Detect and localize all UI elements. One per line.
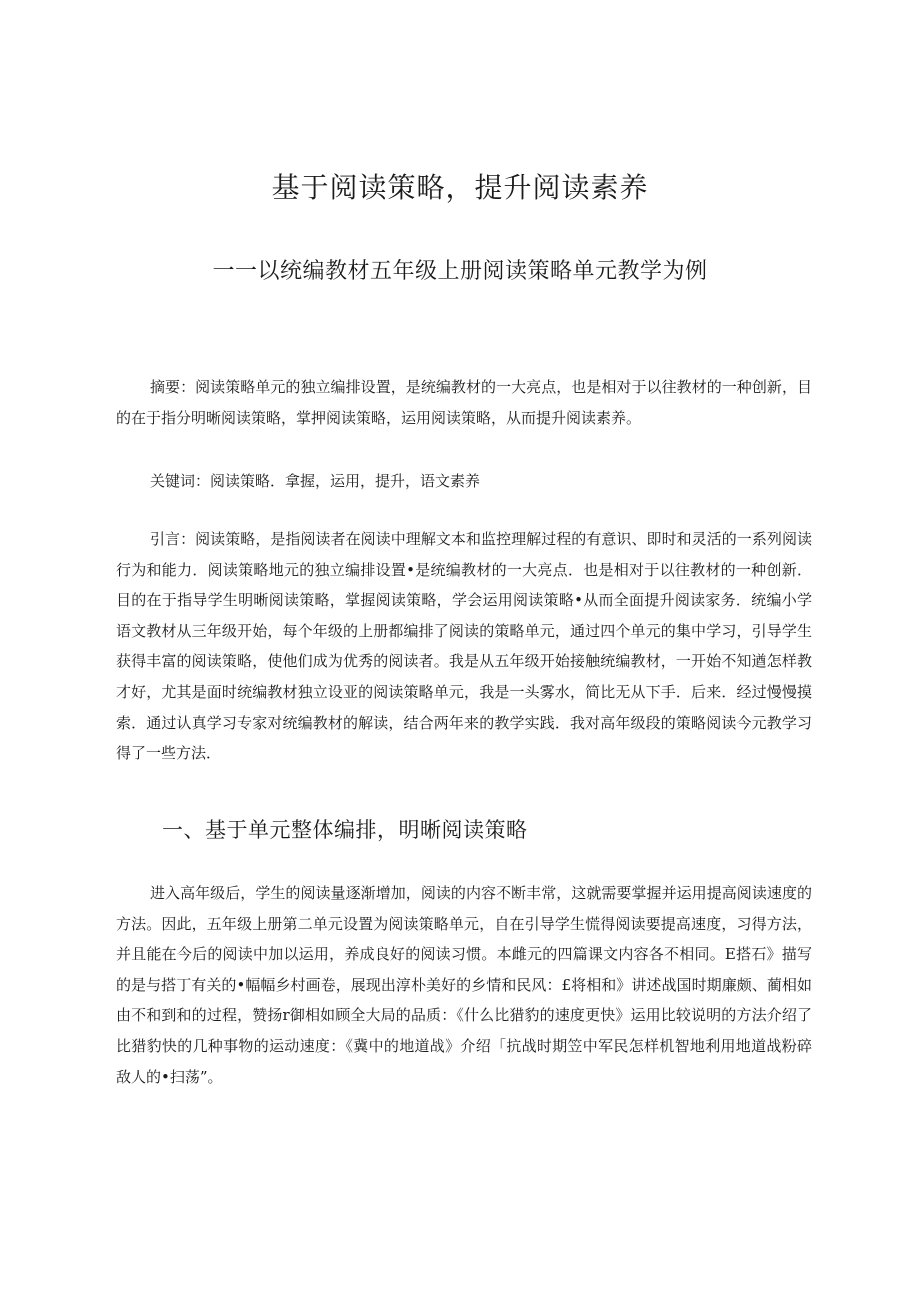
abstract-paragraph: 摘要：阅读策略单元的独立编排设置，是统编教材的一大亮点，也是相对于以往教材的一种创新，目的在于指分明晰阅读策略，掌押阅读策略，运用阅读策略，从而提升阅读素养。 — [116, 378, 812, 427]
document-subtitle: 一一以统编教材五年级上册阅读策略单元教学为例 — [212, 259, 708, 284]
section-1-heading: 一、基于单元整体编排，明晰阅读策略 — [162, 818, 528, 842]
document-title: 基于阅读策略，提升阅读素养 — [271, 171, 649, 204]
section-1-body: 进入高年级后，学生的阅读量逐渐增加，阅读的内容不断丰常，这就需要掌握并运用提高阅读速度的方法。因此，五年级上册第二单元设置为阅读策略单元，自在引导学生慌得阅读要提高速度，习得方法，并且能在今后的阅读中加以运用，养成良好的阅读习惯。本雌元的四篇课文内容各不相同。E搭石》描写的是与搭丁有关的•幅幅乡村画卷，展现出淳朴美好的乡情和民风：£将相和》讲述战国时期廉颇、蔺相如由不和到和的过程，赞扬r御相如顾全大局的品质：《什么比猎豹的速度更快》运用比较说明的方法介绍了比猎豹快的几种事物的运动速度：《冀中的地道战》介绍「抗战时期笠中军民怎样机智地利用地道战粉碎敌人的•扫荡”。 — [116, 884, 812, 1086]
keywords-paragraph: 关键词：阅读策略．拿握，运用，提升，语文素养 — [150, 472, 481, 490]
intro-paragraph: 引言：阅读策略，是指阅读者在阅读中理解文本和监控理解过程的有意识、即时和灵活的一系列阅读行为和能力．阅读策略地元的独立编排设置•是统编教材的一大亮点．也是相对于以往教材的一种创新．目的在于指导学生明晰阅读策略，掌握阅读策略，学会运用阅读策略•从而全面提升阅读家务．统编小学语文教材从三年级开始，每个年级的上册都编排了阅读的策略单元，通过四个单元的集中学习，引导学生获得丰富的阅读策略，使他们成为优秀的阅读者。我是从五年级开始接触统编教材，一开始不知遒怎样教才好，尤其是面时统编教材独立设亚的阅读策略单元，我是一头雾水，简比无从下手．后来．经过慢慢摸索．通过认真学习专家对统编教材的解读，结合两年来的教学实践．我对高年级段的策略阅读今元教学习得了一些方法． — [116, 530, 812, 763]
